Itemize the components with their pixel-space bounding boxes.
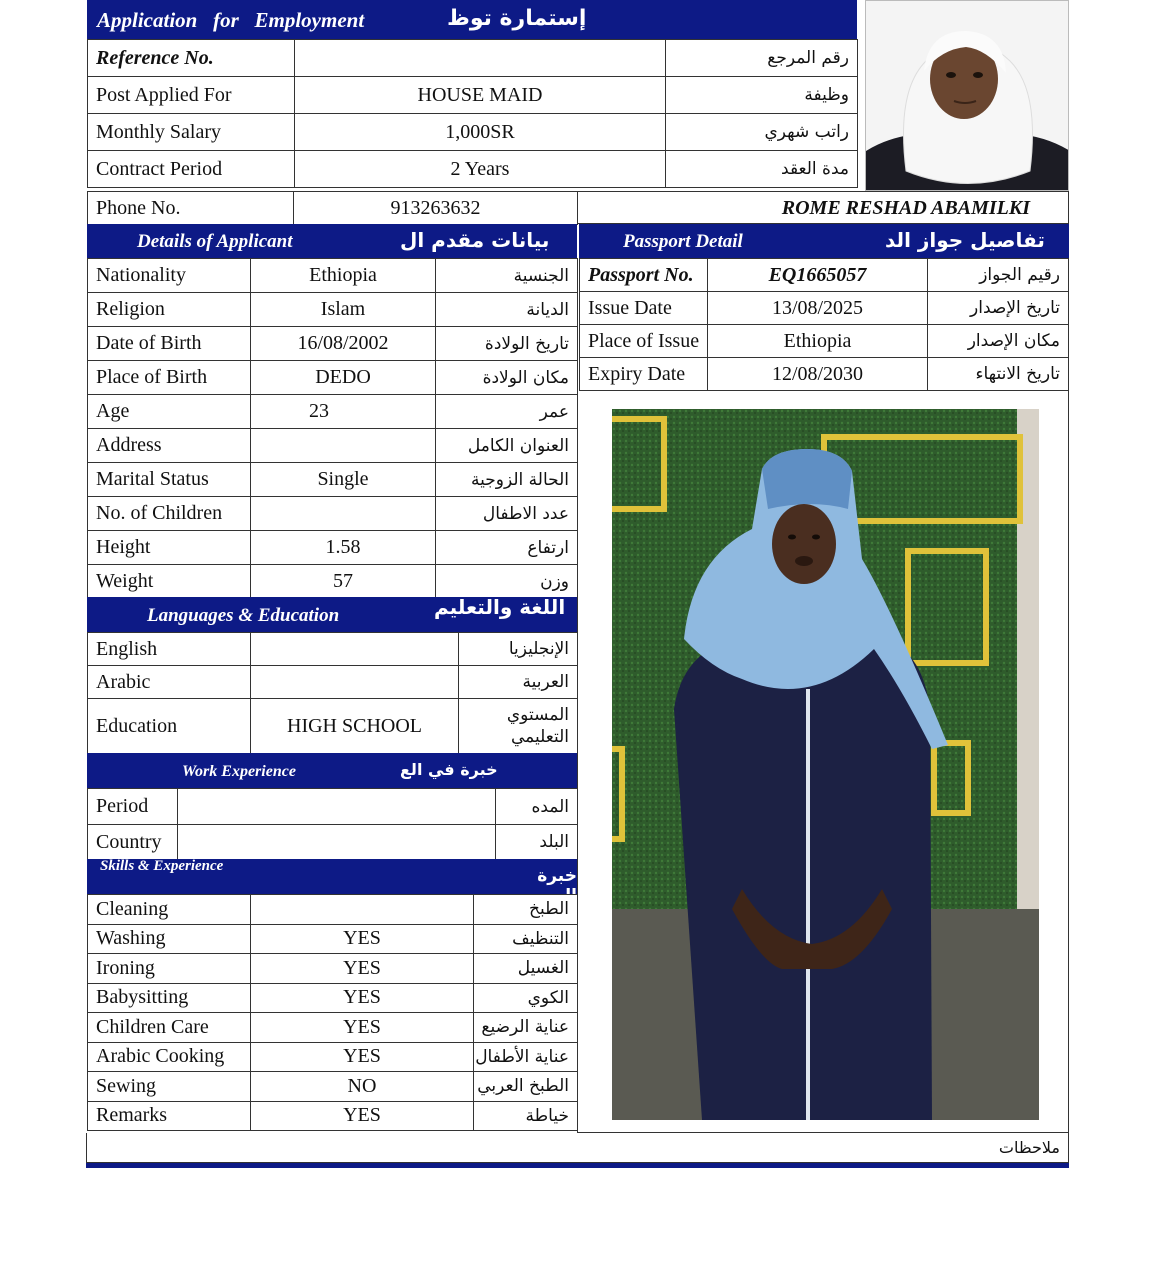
contract-label: Contract Period — [88, 151, 295, 188]
table-row — [88, 825, 578, 860]
work-label-ar: البلد — [496, 825, 578, 860]
passport-label: Place of Issue — [580, 325, 708, 358]
skill-value: YES — [251, 983, 474, 1013]
detail-label: Date of Birth — [88, 327, 251, 361]
skill-label: Remarks — [88, 1101, 251, 1131]
table-row — [88, 192, 578, 225]
skills-band — [87, 858, 577, 906]
header-band — [87, 0, 857, 39]
skill-label: Babysitting — [88, 983, 251, 1013]
table-row — [88, 1013, 578, 1043]
detail-label: Place of Birth — [88, 361, 251, 395]
skill-value: YES — [251, 924, 474, 954]
table-row — [88, 924, 578, 954]
table-row — [88, 983, 578, 1013]
detail-label: Weight — [88, 565, 251, 599]
applicant-name: ROME RESHAD ABAMILKI — [781, 197, 1030, 219]
skill-label: Washing — [88, 924, 251, 954]
title-ar: إستمارة توظ — [447, 6, 587, 31]
salary-label: Monthly Salary — [88, 114, 295, 151]
skill-value: NO — [251, 1072, 474, 1102]
table-row — [580, 292, 1069, 325]
skill-label-ar: خياطة — [474, 1101, 578, 1131]
phone-value: 913263632 — [294, 192, 578, 225]
detail-value: Single — [251, 463, 436, 497]
table-row — [88, 531, 578, 565]
skills-table — [87, 894, 578, 1131]
issue-date: 13/08/2025 — [708, 292, 928, 325]
language-value — [251, 633, 459, 666]
phone-table — [87, 191, 578, 225]
table-row — [88, 497, 578, 531]
contract-value: 2 Years — [295, 151, 666, 188]
passport-label: Expiry Date — [580, 358, 708, 391]
detail-label-ar: الجنسية — [436, 259, 578, 293]
table-row — [88, 114, 858, 151]
detail-label-ar: عمر — [436, 395, 578, 429]
languages-table — [87, 632, 578, 754]
table-row — [88, 259, 578, 293]
expiry-date: 12/08/2030 — [708, 358, 928, 391]
languages-band — [87, 597, 577, 632]
detail-value — [251, 429, 436, 463]
table-row — [88, 633, 578, 666]
full-body-photo-figure — [612, 409, 1039, 1120]
reference-value — [295, 40, 666, 77]
language-label: English — [88, 633, 251, 666]
post-label-ar: وظيفة — [666, 77, 858, 114]
skill-label: Sewing — [88, 1072, 251, 1102]
bottom-rule — [86, 1163, 1069, 1168]
passport-title-en: Passport Detail — [623, 231, 743, 252]
detail-value: 23 — [251, 395, 436, 429]
applicant-name-cell — [577, 191, 1069, 224]
skill-value: YES — [251, 954, 474, 984]
work-value — [178, 789, 496, 825]
salary-value: 1,000SR — [295, 114, 666, 151]
remarks-row — [86, 1133, 1069, 1163]
detail-value: Ethiopia — [251, 259, 436, 293]
skill-label-ar: عناية الأطفال — [474, 1042, 578, 1072]
table-row — [580, 259, 1069, 292]
work-title-en: Work Experience — [182, 763, 296, 780]
detail-label-ar: عدد الاطفال — [436, 497, 578, 531]
passport-table — [579, 258, 1069, 391]
reference-label: Reference No. — [88, 40, 295, 77]
skill-label-ar: الكوي — [474, 983, 578, 1013]
passport-label-ar: تاريخ الإصدار — [928, 292, 1069, 325]
details-table — [87, 258, 578, 599]
table-row — [88, 77, 858, 114]
skill-label-ar: عناية الرضيع — [474, 1013, 578, 1043]
skill-label: Children Care — [88, 1013, 251, 1043]
detail-label-ar: تاريخ الولادة — [436, 327, 578, 361]
work-label: Country — [88, 825, 178, 860]
remarks-label-ar: ملاحظات — [998, 1138, 1060, 1157]
detail-label: Nationality — [88, 259, 251, 293]
table-row — [88, 699, 578, 754]
detail-value — [251, 497, 436, 531]
education-label: Education — [88, 699, 251, 754]
full-body-photo — [612, 409, 1039, 1120]
table-row — [88, 789, 578, 825]
table-row — [88, 395, 578, 429]
detail-label: Age — [88, 395, 251, 429]
skill-label-ar: الطبخ العربي — [474, 1072, 578, 1102]
post-label: Post Applied For — [88, 77, 295, 114]
detail-label-ar: وزن — [436, 565, 578, 599]
work-title-ar: خبرة في الع — [400, 760, 498, 779]
table-row — [88, 293, 578, 327]
table-row — [88, 565, 578, 599]
skill-value: YES — [251, 1101, 474, 1131]
language-label: Arabic — [88, 666, 251, 699]
detail-value: Islam — [251, 293, 436, 327]
passport-label-ar: مكان الإصدار — [928, 325, 1069, 358]
work-label: Period — [88, 789, 178, 825]
detail-value: 57 — [251, 565, 436, 599]
table-row — [88, 1101, 578, 1131]
language-label-ar: العربية — [459, 666, 578, 699]
detail-label: Marital Status — [88, 463, 251, 497]
language-value — [251, 666, 459, 699]
top-info-table — [87, 39, 858, 188]
detail-label-ar: الديانة — [436, 293, 578, 327]
detail-label-ar: مكان الولادة — [436, 361, 578, 395]
detail-label: Religion — [88, 293, 251, 327]
work-label-ar: المده — [496, 789, 578, 825]
passport-title-ar: تفاصيل جواز الد — [885, 228, 1045, 252]
table-row — [88, 1042, 578, 1072]
skill-label-ar: الطبخ — [474, 895, 578, 925]
skill-label: Ironing — [88, 954, 251, 984]
skills-title-ar: خبرة العم — [537, 866, 577, 906]
work-table — [87, 788, 578, 860]
table-row — [88, 666, 578, 699]
skill-value — [251, 895, 474, 925]
languages-title-ar: اللغة والتعليم — [434, 595, 566, 619]
passport-photo — [865, 0, 1069, 191]
skill-value: YES — [251, 1013, 474, 1043]
skill-label: Arabic Cooking — [88, 1042, 251, 1072]
details-title-ar: بيانات مقدم ال — [400, 228, 550, 252]
detail-value: 1.58 — [251, 531, 436, 565]
detail-value: 16/08/2002 — [251, 327, 436, 361]
passport-label-ar: تاريخ الانتهاء — [928, 358, 1069, 391]
reference-label-ar: رقم المرجع — [666, 40, 858, 77]
passport-label: Passport No. — [580, 259, 708, 292]
detail-label-ar: العنوان الكامل — [436, 429, 578, 463]
salary-label-ar: راتب شهري — [666, 114, 858, 151]
skill-label: Cleaning — [88, 895, 251, 925]
passport-band — [579, 224, 1069, 258]
skill-label-ar: الغسيل — [474, 954, 578, 984]
table-row — [88, 361, 578, 395]
detail-label: No. of Children — [88, 497, 251, 531]
work-value — [178, 825, 496, 860]
skills-title-en: Skills & Experience — [100, 858, 224, 874]
detail-label-ar: الحالة الزوجية — [436, 463, 578, 497]
detail-label-ar: ارتفاع — [436, 531, 578, 565]
details-title-en: Details of Applicant — [137, 231, 293, 252]
table-row — [88, 954, 578, 984]
table-row — [88, 40, 858, 77]
post-value: HOUSE MAID — [295, 77, 666, 114]
title-en: Application for Employment — [97, 8, 365, 32]
work-band — [87, 753, 577, 788]
table-row — [88, 327, 578, 361]
phone-label: Phone No. — [88, 192, 294, 225]
education-value: HIGH SCHOOL — [251, 699, 459, 754]
table-row — [88, 1072, 578, 1102]
contract-label-ar: مدة العقد — [666, 151, 858, 188]
table-row — [580, 325, 1069, 358]
education-label-ar: المستوي التعليمي — [459, 699, 578, 754]
passport-label: Issue Date — [580, 292, 708, 325]
details-band — [87, 224, 577, 258]
languages-title-en: Languages & Education — [147, 605, 340, 626]
skill-value: YES — [251, 1042, 474, 1072]
table-row — [88, 463, 578, 497]
detail-label: Address — [88, 429, 251, 463]
passport-photo-figure — [866, 1, 1069, 191]
table-row — [88, 895, 578, 925]
table-row — [580, 358, 1069, 391]
passport-label-ar: رقيم الجواز — [928, 259, 1069, 292]
passport-number: EQ1665057 — [708, 259, 928, 292]
detail-label: Height — [88, 531, 251, 565]
language-label-ar: الإنجليزيا — [459, 633, 578, 666]
table-row — [88, 429, 578, 463]
place-of-issue: Ethiopia — [708, 325, 928, 358]
skill-label-ar: التنظيف — [474, 924, 578, 954]
table-row — [88, 151, 858, 188]
detail-value: DEDO — [251, 361, 436, 395]
